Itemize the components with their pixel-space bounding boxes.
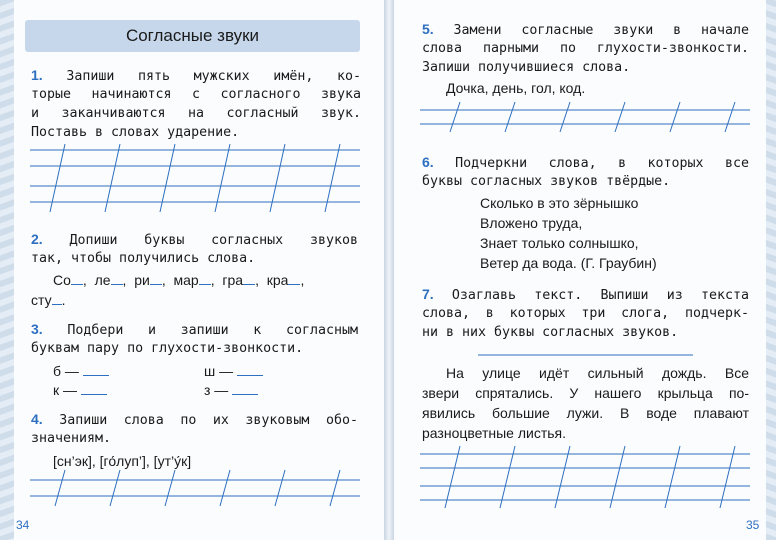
- task5-line3: Запиши получившиеся слова.: [422, 60, 631, 75]
- title-answer-line[interactable]: [478, 350, 698, 358]
- poem-line4: Ветер да вода. (Г. Граубин): [480, 255, 657, 271]
- task1-line2: торые начинаются с согласного звука: [31, 87, 361, 102]
- task4-writing-lines[interactable]: [30, 468, 360, 508]
- page-number-left: 34: [16, 518, 30, 532]
- task7-writing-lines[interactable]: [420, 446, 750, 510]
- page-number-right: 35: [746, 518, 760, 532]
- task2-line2: так, чтобы получились слова.: [31, 251, 256, 266]
- left-page-edge: [0, 0, 14, 540]
- task1-line3: и заканчиваются на согласный звук.: [31, 106, 361, 121]
- task6-number: 6.: [422, 154, 434, 170]
- task3-line1: 3. Подбери и запиши к согласным: [31, 321, 358, 338]
- task4-number: 4.: [31, 411, 43, 427]
- task4-transcriptions: [сн’эк], [го́луп’], [ут’у́к]: [53, 453, 192, 469]
- task1-line4: Поставь в словах ударение.: [31, 125, 240, 140]
- task7-line1: 7. Озаглавь текст. Выпиши из текста: [422, 286, 749, 303]
- poem-line1: Сколько в это зёрнышко: [480, 195, 639, 211]
- task5-words: Дочка, день, гол, код.: [446, 80, 586, 96]
- task2-words-row1: Со , ле , ри , мар , гра , кра ,: [53, 272, 305, 288]
- task7-line2: слова, в которых три слога, подчерк-: [422, 306, 749, 321]
- task1-writing-lines[interactable]: [30, 142, 360, 214]
- task5-number: 5.: [422, 21, 434, 37]
- text-line3: явились большие лужи. В воде плавают: [422, 405, 749, 421]
- poem-line2: Вложено труда,: [480, 215, 583, 231]
- task5-line2: слова парными по глухости-звонкости.: [422, 41, 749, 56]
- task7-number: 7.: [422, 286, 434, 302]
- task6-line1: 6. Подчеркни слова, в которых все: [422, 154, 749, 171]
- task1-number: 1.: [31, 67, 43, 83]
- task3-line2: буквам пару по глухости-звонкости.: [31, 341, 304, 356]
- task5-writing-lines[interactable]: [420, 100, 750, 134]
- task2-number: 2.: [31, 231, 43, 247]
- task3-pair-k: к —: [53, 380, 107, 400]
- text-line2: звери спрятались. У нашего крыльца по-: [422, 385, 749, 401]
- task2-words-row2: сту .: [31, 292, 66, 308]
- task6-line2: буквы согласных звуков твёрдые.: [422, 174, 671, 189]
- task4-line2: значениям.: [31, 431, 112, 446]
- right-page-edge: [766, 0, 776, 540]
- task3-number: 3.: [31, 321, 43, 337]
- task3-pair-sh: ш —: [204, 361, 263, 381]
- task3-pair-z: з —: [204, 380, 258, 400]
- task3-pair-b: б —: [53, 361, 109, 381]
- page-title: Согласные звуки: [125, 26, 260, 45]
- title-band: [25, 20, 360, 52]
- poem-line3: Знает только солнышко,: [480, 235, 639, 251]
- text-line4: разноцветные листья.: [422, 425, 567, 441]
- book-gutter: [384, 0, 394, 540]
- text-line1: На улице идёт сильный дождь. Все: [446, 365, 749, 381]
- task2-line1: 2. Допиши буквы согласных звуков: [31, 231, 358, 248]
- task4-line1: 4. Запиши слова по их звуковым обо-: [31, 411, 358, 428]
- task7-line3: ни в них буквы согласных звуков.: [422, 325, 679, 340]
- task1-line1: 1. Запиши пять мужских имён, ко-: [31, 67, 361, 84]
- task5-line1: 5. Замени согласные звуки в начале: [422, 21, 749, 38]
